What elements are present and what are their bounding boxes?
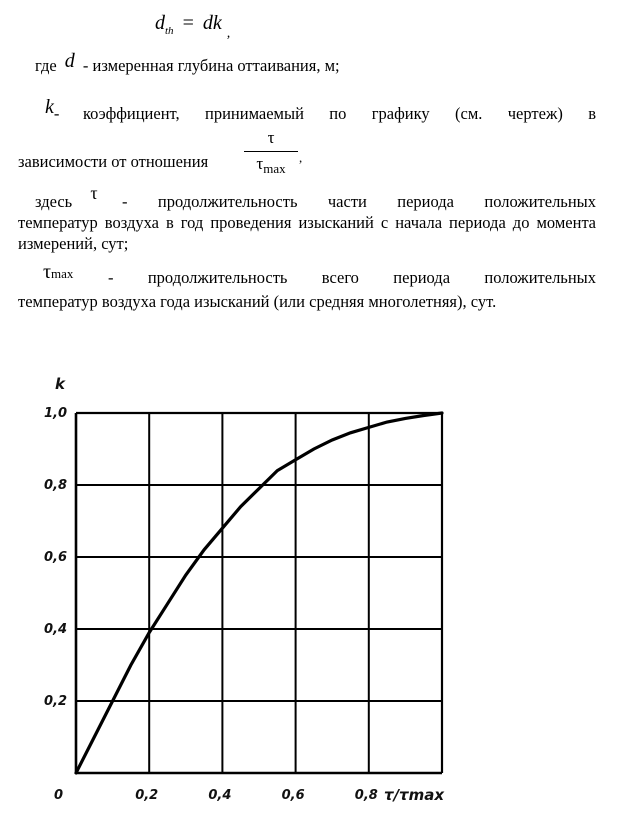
taumax-def-text1: - продолжительность всего периода положительных [108,268,596,287]
k-fraction-den: τ [256,154,264,173]
chart-y-ticks [44,406,67,709]
formula-lhs-sub: th [165,25,174,37]
tau-def-text1: - продолжительность части периода положительных [122,192,596,211]
tau-symbol: τ [90,183,98,203]
formula-lhs: d [155,12,165,34]
chart-x-tick-label: 0,2 [135,788,159,803]
chart-y-tick-label: 0,2 [44,694,68,709]
k-symbol: k [45,96,54,118]
chart-curve-k [76,413,442,773]
where-d-prefix: где [35,56,57,75]
formula-equals: = [182,12,194,34]
formula-rhs: dk [202,12,222,34]
tau-def-text2: температур воздуха в год проведения изысканий с начала периода до моментa измерений, сут; [18,213,596,253]
where-d-text: - измеренная глубина оттаивания, м; [82,56,340,75]
chart-y-tick-label: 0,6 [44,550,68,565]
taumax-def-text2: температур воздуха года изысканий (или средняя многолетняя), сут. [18,292,497,311]
chart-x-ticks [54,788,378,803]
chart-x-tick-label: 0,8 [354,788,378,803]
chart-y-tick-label: 0,8 [44,478,68,493]
chart-x-tick-label: 0,4 [208,788,232,803]
chart-y-axis-label: k [55,375,65,393]
chart-grid [76,413,442,773]
formula-comma: , [226,26,231,41]
k-def-text: коэффициент, принимаемый по графику (см. чертеж) в [83,104,596,123]
chart-x-tick-label: 0 [54,788,64,803]
k-dash: - [53,104,60,123]
where-d-symbol: d [64,50,75,72]
taumax-symbol-sub: max [51,266,74,281]
k-fraction-comma: , [299,150,303,165]
tau-def-prefix: здесь [35,192,73,211]
chart-y-tick-label: 0,4 [44,622,68,637]
chart-y-tick-label: 1,0 [44,406,68,421]
k-fraction-den-sub: max [263,161,286,176]
taumax-symbol: τ [43,261,52,283]
k-def-text2: зависимости от отношения [18,152,209,171]
chart-x-tick-label: 0,6 [281,788,305,803]
chart-x-axis-label: τ/τmax [384,786,445,804]
k-fraction-numerator: τ [267,128,275,147]
